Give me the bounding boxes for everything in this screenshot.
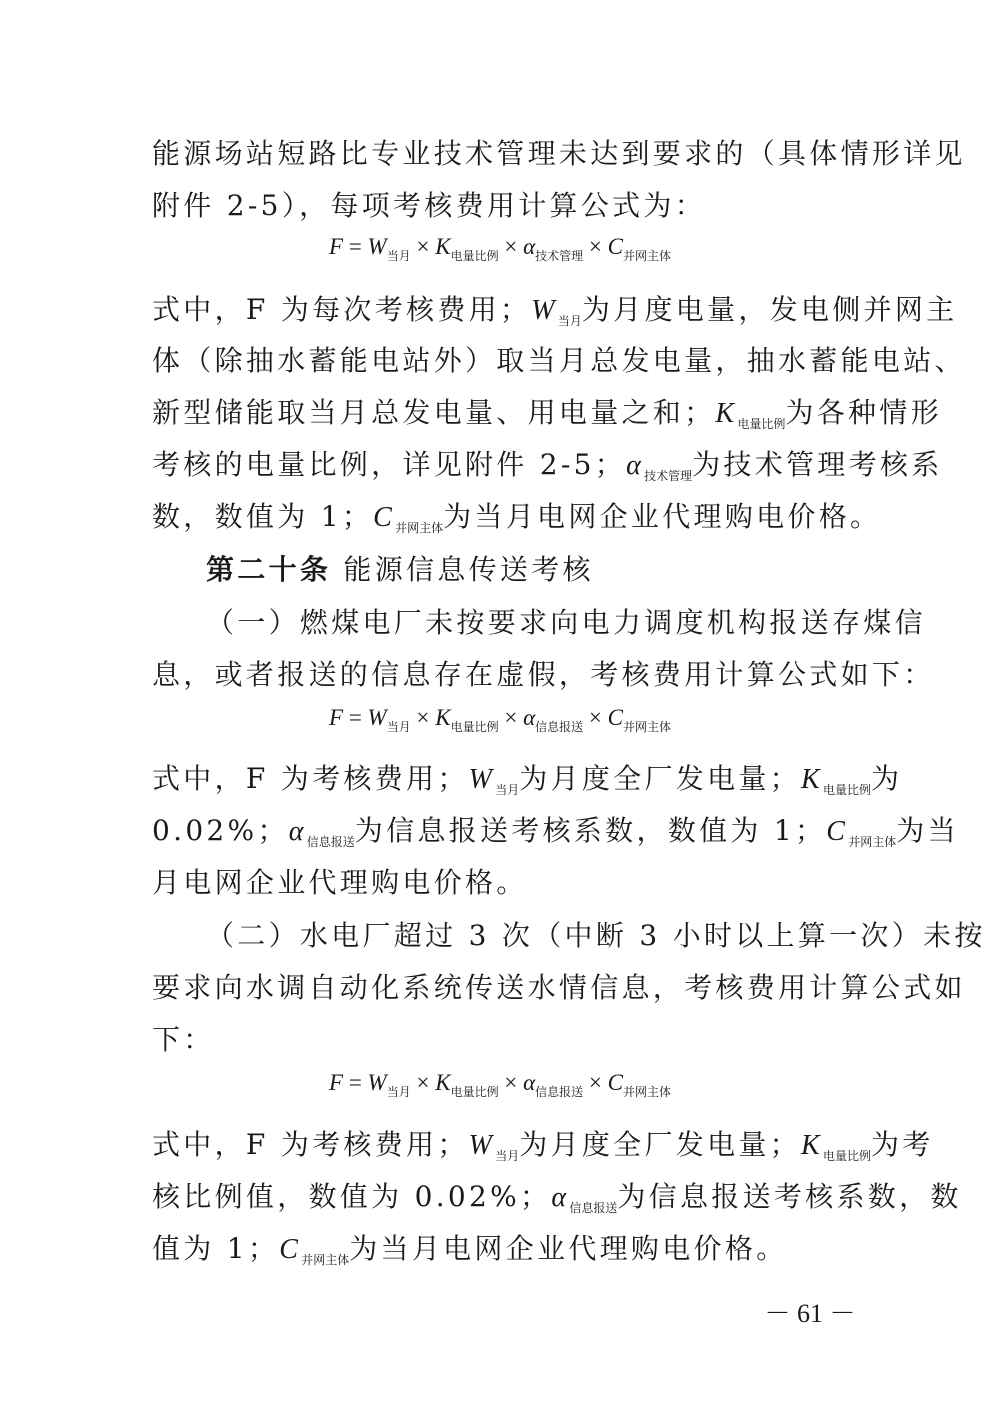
text-line: 核比例值，数值为 0.02%；$\alpha_{信息报送}$为信息报送考核系数，数 <box>152 1180 962 1215</box>
text-line: 考核的电量比例，详见附件 2-5；$\alpha_{技术管理}$为技术管理考核系 <box>152 448 943 483</box>
article-number: 第二十条 <box>206 553 332 586</box>
text-line: 附件 2-5），每项考核费用计算公式为： <box>152 189 706 222</box>
text-line: 式中，F 为每次考核费用；$W_{当月}$为月度电量，发电侧并网主 <box>152 293 958 328</box>
text-line: 值为 1；$C_{并网主体}$为当月电网企业代理购电价格。 <box>152 1232 788 1267</box>
text-line: 要求向水调自动化系统传送水情信息，考核费用计算公式如 <box>152 971 966 1004</box>
formula-coal-info: $F = W_{当月} \times K_{电量比例} \times \alpha_{信息报送} \times C_{并网主体}$ <box>329 705 671 734</box>
text-line: 0.02%；$\alpha_{信息报送}$为信息报送考核系数，数值为 1；$C_{并网主体}$为当 <box>152 814 959 849</box>
text-line: 体（除抽水蓄能电站外）取当月总发电量，抽水蓄能电站、 <box>152 344 966 377</box>
text-line: 月电网企业代理购电价格。 <box>152 866 528 899</box>
text-line: 息，或者报送的信息存在虚假，考核费用计算公式如下： <box>152 658 935 691</box>
text-line: 下： <box>152 1023 215 1056</box>
text-line: 数，数值为 1；$C_{并网主体}$为当月电网企业代理购电价格。 <box>152 500 882 535</box>
page-number: － 61 － <box>764 1299 856 1328</box>
text-line: （一）燃煤电厂未按要求向电力调度机构报送存煤信 <box>206 606 926 639</box>
text-line: 新型储能取当月总发电量、用电量之和；$K_{电量比例}$为各种情形 <box>152 396 942 431</box>
article-heading <box>206 551 906 589</box>
article-title: 能源信息传送考核 <box>343 553 594 586</box>
formula-hydro-info: $F = W_{当月} \times K_{电量比例} \times \alpha_{信息报送} \times C_{并网主体}$ <box>329 1070 671 1099</box>
text-line: 式中，F 为考核费用；$W_{当月}$为月度全厂发电量；$K_{电量比例}$为考 <box>152 1128 934 1163</box>
text-line: 式中，F 为考核费用；$W_{当月}$为月度全厂发电量；$K_{电量比例}$为 <box>152 762 903 797</box>
text-line: （二）水电厂超过 3 次（中断 3 小时以上算一次）未按 <box>206 919 986 952</box>
formula-technical-management: $F = W_{当月} \times K_{电量比例} \times \alpha_{技术管理} \times C_{并网主体}$ <box>329 234 671 263</box>
text-line: 能源场站短路比专业技术管理未达到要求的（具体情形详见 <box>152 137 966 170</box>
